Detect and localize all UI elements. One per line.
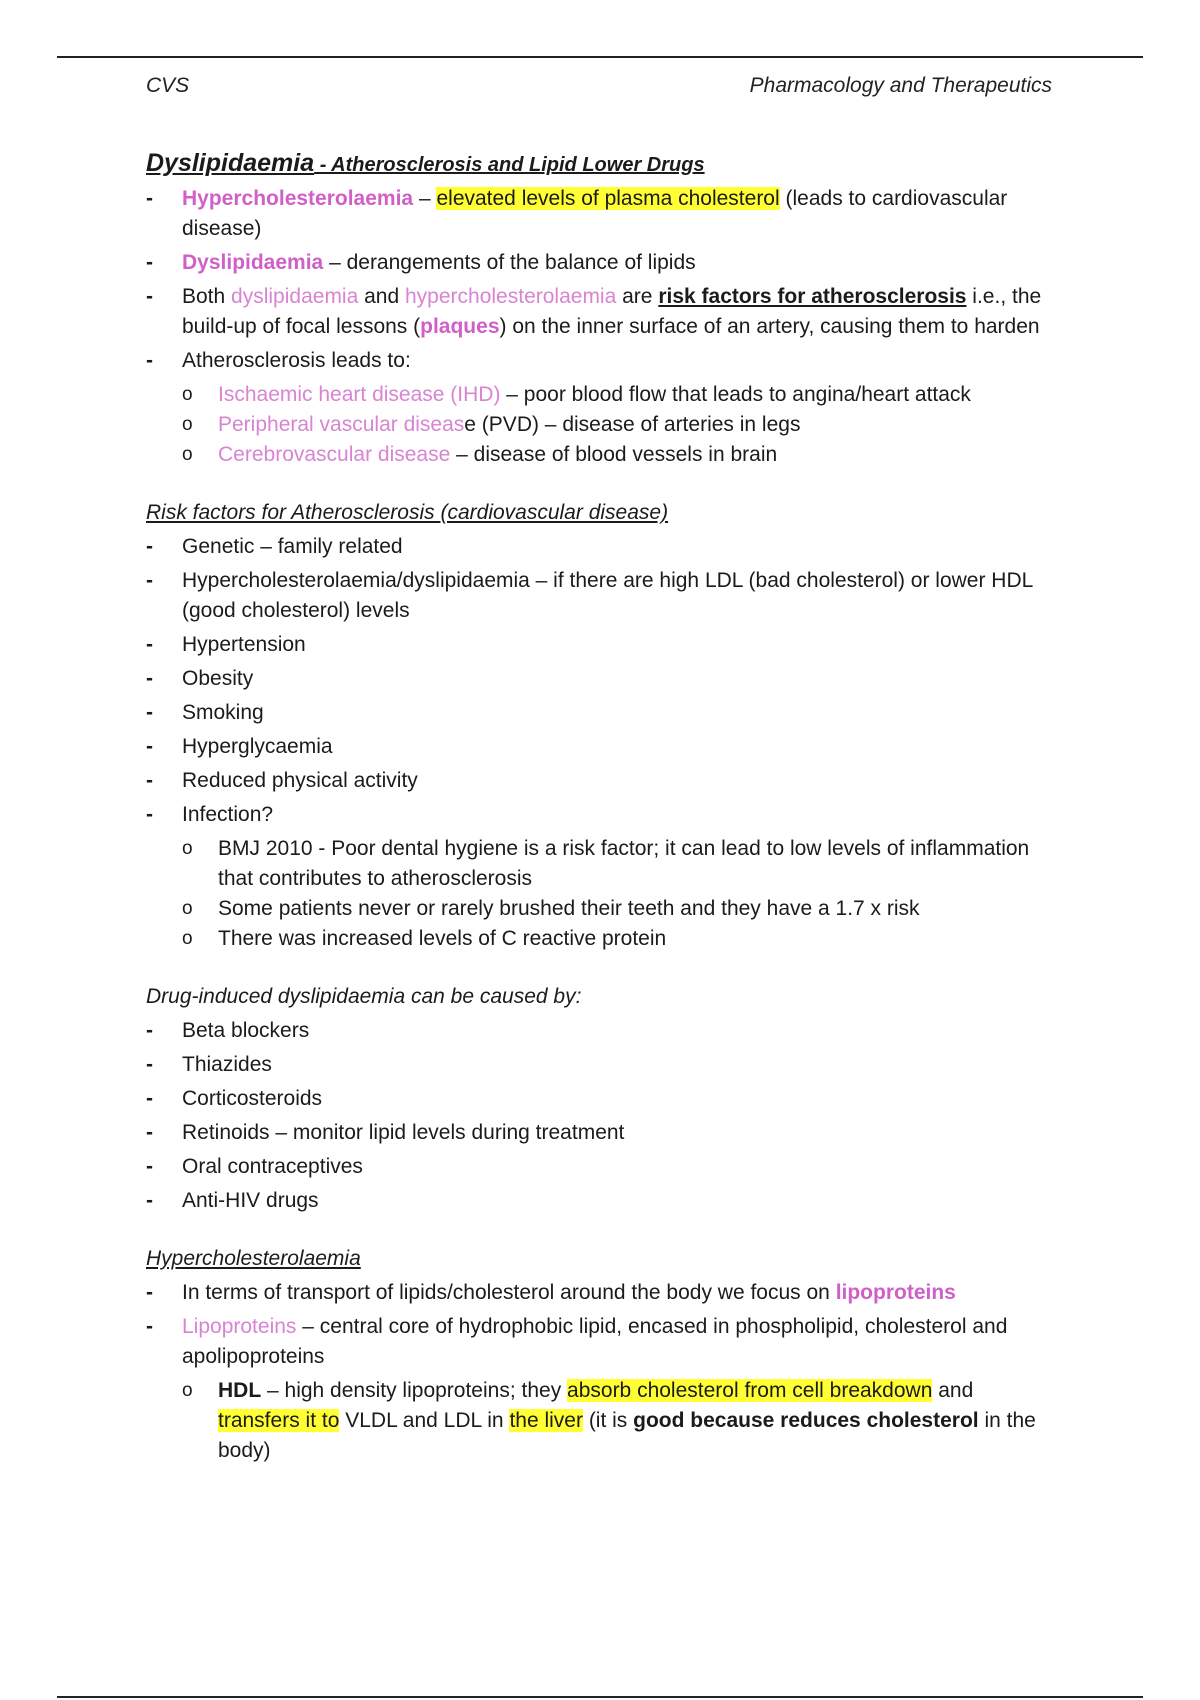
sub-list-item: o Some patients never or rarely brushed their teeth and they have a 1.7 x risk bbox=[182, 894, 1056, 924]
document-body bbox=[146, 146, 1056, 1466]
term: Lipoproteins bbox=[182, 1315, 297, 1338]
highlight: transfers it to bbox=[218, 1409, 340, 1432]
term: Peripheral vascular diseas bbox=[218, 413, 465, 436]
list-item: - Hypertension bbox=[146, 630, 1056, 660]
text: VLDL and LDL in bbox=[339, 1409, 510, 1432]
term: dyslipidaemia bbox=[231, 285, 359, 308]
header-rule bbox=[57, 56, 1143, 58]
list-item: - Infection? bbox=[146, 800, 1056, 830]
list-item: - Thiazides bbox=[146, 1050, 1056, 1080]
text: ) on the inner surface of an artery, causing them to harden bbox=[499, 315, 1040, 338]
emphasis: risk factors for atherosclerosis bbox=[658, 285, 967, 308]
text: Atherosclerosis leads to: bbox=[182, 349, 411, 372]
list-item bbox=[146, 1312, 1056, 1372]
list-item: - Hyperglycaemia bbox=[146, 732, 1056, 762]
list-item: - Genetic – family related bbox=[146, 532, 1056, 562]
text: in the body) bbox=[218, 1409, 1036, 1462]
text: and bbox=[358, 285, 405, 308]
term: Ischaemic heart disease (IHD) bbox=[218, 383, 501, 406]
text: – disease of blood vessels in brain bbox=[450, 443, 778, 466]
highlight: absorb cholesterol from cell breakdown bbox=[567, 1379, 933, 1402]
text: – bbox=[413, 187, 437, 210]
text: e (PVD) – disease of arteries in legs bbox=[464, 413, 801, 436]
list-item: - Smoking bbox=[146, 698, 1056, 728]
list-item bbox=[146, 282, 1056, 342]
text: – central core of hydrophobic lipid, encased in phospholipid, cholesterol and apolipoproteins bbox=[182, 1315, 1008, 1368]
term: plaques bbox=[420, 315, 500, 338]
term: Dyslipidaemia bbox=[182, 251, 324, 274]
text: – high density lipoproteins; they bbox=[261, 1379, 568, 1402]
title-main: Dyslipidaemia bbox=[146, 149, 315, 177]
text: (it is bbox=[582, 1409, 634, 1432]
footer-rule bbox=[57, 1696, 1143, 1698]
sub-list-item bbox=[182, 440, 1056, 470]
list-item: - Corticosteroids bbox=[146, 1084, 1056, 1114]
sub-list-item: o BMJ 2010 - Poor dental hygiene is a risk factor; it can lead to low levels of inflammation that contributes to atherosclerosis bbox=[182, 834, 1056, 894]
text: i.e., the build-up of focal lessons ( bbox=[182, 285, 1042, 338]
text: (leads to cardiovascular disease) bbox=[182, 187, 1008, 240]
text: Both bbox=[182, 285, 232, 308]
list-item: - Oral contraceptives bbox=[146, 1152, 1056, 1182]
sub-list-item bbox=[182, 380, 1056, 410]
text: and bbox=[932, 1379, 974, 1402]
term: HDL bbox=[218, 1379, 262, 1402]
infection-sub-list bbox=[182, 834, 1056, 954]
list-item: - Beta blockers bbox=[146, 1016, 1056, 1046]
atherosclerosis-effects bbox=[182, 380, 1056, 470]
sub-list-item: o There was increased levels of C reactive protein bbox=[182, 924, 1056, 954]
title-sub: - Atherosclerosis and Lipid Lower Drugs bbox=[314, 154, 705, 176]
hyper-list bbox=[146, 1278, 1056, 1372]
term: lipoproteins bbox=[835, 1281, 956, 1304]
risk-heading: Risk factors for Atherosclerosis (cardiovascular disease) bbox=[146, 501, 669, 524]
text: are bbox=[616, 285, 659, 308]
text: – derangements of the balance of lipids bbox=[323, 251, 696, 274]
list-item bbox=[146, 248, 1056, 278]
highlight: elevated levels of plasma cholesterol bbox=[436, 187, 780, 210]
hyper-heading: Hypercholesterolaemia bbox=[146, 1247, 361, 1270]
list-item: - Anti-HIV drugs bbox=[146, 1186, 1056, 1216]
text: In terms of transport of lipids/cholesterol around the body we focus on bbox=[182, 1281, 836, 1304]
sub-list-item bbox=[182, 1376, 1056, 1466]
list-item: - Retinoids – monitor lipid levels during treatment bbox=[146, 1118, 1056, 1148]
lipoprotein-sub-list bbox=[182, 1376, 1056, 1466]
sub-list-item bbox=[182, 410, 1056, 440]
term: Hypercholesterolaemia bbox=[182, 187, 414, 210]
risk-list bbox=[146, 532, 1056, 830]
list-item: - Hypercholesterolaemia/dyslipidaemia – if there are high LDL (bad cholesterol) or lower HDL (good cholesterol) levels bbox=[146, 566, 1056, 626]
list-item bbox=[146, 346, 1056, 376]
text: – poor blood flow that leads to angina/heart attack bbox=[500, 383, 971, 406]
list-item: - Obesity bbox=[146, 664, 1056, 694]
term: Cerebrovascular disease bbox=[218, 443, 451, 466]
drug-heading: Drug-induced dyslipidaemia can be caused by: bbox=[146, 985, 582, 1008]
list-item bbox=[146, 184, 1056, 244]
intro-list bbox=[146, 184, 1056, 376]
list-item: - Reduced physical activity bbox=[146, 766, 1056, 796]
header-left: CVS bbox=[146, 74, 190, 97]
highlight: the liver bbox=[509, 1409, 583, 1432]
header-right: Pharmacology and Therapeutics bbox=[749, 74, 1052, 97]
emphasis: good because reduces cholesterol bbox=[633, 1409, 979, 1432]
page-title bbox=[146, 146, 1056, 182]
drug-list bbox=[146, 1016, 1056, 1216]
list-item bbox=[146, 1278, 1056, 1308]
term: hypercholesterolaemia bbox=[405, 285, 617, 308]
